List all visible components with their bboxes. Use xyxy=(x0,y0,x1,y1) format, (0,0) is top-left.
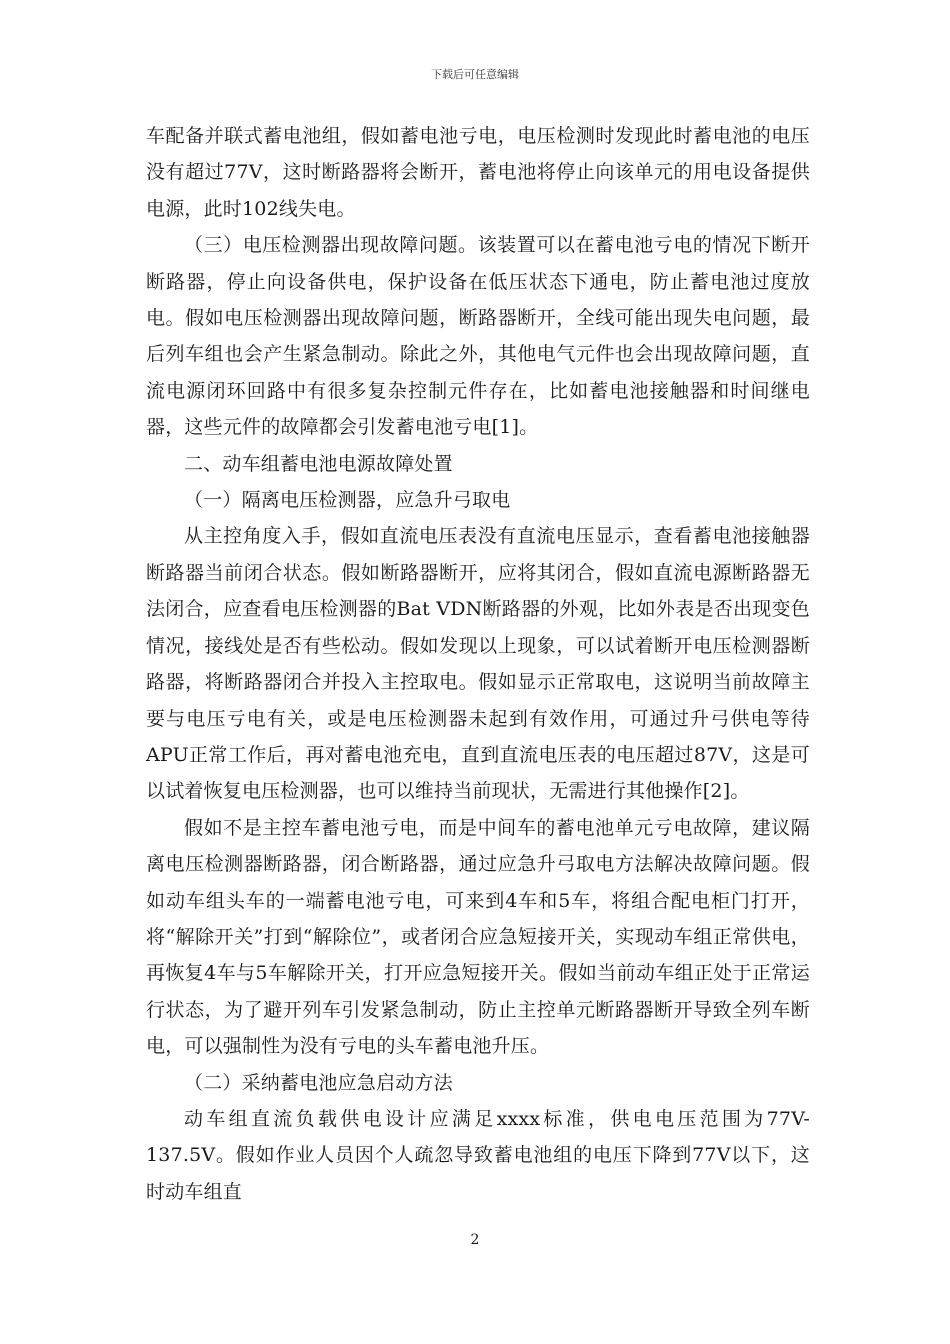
subsection-heading-isolate-detector: （一）隔离电压检测器，应急升弓取电 xyxy=(184,489,511,512)
document-body xyxy=(146,118,810,1210)
paragraph-continuation: 车配备并联式蓄电池组，假如蓄电池亏电，电压检测时发现此时蓄电池的电压没有超过77V，这时断路器将会断开，蓄电池将停止向该单元的用电设备提供电源，此时102线失电。 xyxy=(146,125,810,220)
subsection-heading-emergency-start: （二）采纳蓄电池应急启动方法 xyxy=(184,1071,453,1094)
page-header: 下载后可任意编辑 xyxy=(431,68,519,81)
section-heading-fault-handling: 二、动车组蓄电池电源故障处置 xyxy=(184,452,453,475)
paragraph-dc-load-supply: 动车组直流负载供电设计应满足xxxx标准，供电电压范围为77V-137.5V。假如作业人员因个人疏忽导致蓄电池组的电压下降到77V以下，这时动车组直 xyxy=(146,1107,810,1203)
paragraph-middle-car: 假如不是主控车蓄电池亏电，而是中间车的蓄电池单元亏电故障，建议隔离电压检测器断路器，闭合断路器，通过应急升弓取电方法解决故障问题。假如动车组头车的一端蓄电池亏电，可来到4车和5车，将组合配电柜门打开，将“解除开关”打到“解除位”，或者闭合应急短接开关，实现动车组正常供电，再恢复4车与5车解除开关，打开应急短接开关。假如当前动车组正处于正常运行状态，为了避开列车引发紧急制动，防止主控单元断路器断开导致全列车断电，可以强制性为没有亏电的头车蓄电池升压。 xyxy=(146,816,810,1058)
paragraph-voltage-detector-fault: （三）电压检测器出现故障问题。该装置可以在蓄电池亏电的情况下断开断路器，停止向设备供电，保护设备在低压状态下通电，防止蓄电池过度放电。假如电压检测器出现故障问题，断路器断开，全线可能出现失电问题，最后列车组也会产生紧急制动。除此之外，其他电气元件也会出现故障问题，直流电源闭环回路中有很多复杂控制元件存在，比如蓄电池接触器和时间继电器，这些元件的故障都会引发蓄电池亏电[1]。 xyxy=(146,234,810,439)
page-number: 2 xyxy=(470,1232,480,1248)
paragraph-main-control: 从主控角度入手，假如直流电压表没有直流电压显示，查看蓄电池接触器断路器当前闭合状态。假如断路器断开，应将其闭合，假如直流电源断路器无法闭合，应查看电压检测器的Bat VDN断路器的外观，比如外表是否出现变色情况，接线处是否有些松动。假如发现以上现象，可以试着断开电压检测器断路器，将断路器闭合并投入主控取电。假如显示正常取电，这说明当前故障主要与电压亏电有关，或是电压检测器未起到有效作用，可通过升弓供电等待APU正常工作后，再对蓄电池充电，直到直流电压表的电压超过87V，这是可以试着恢复电压检测器，也可以维持当前现状，无需进行其他操作[2]。 xyxy=(146,525,810,803)
